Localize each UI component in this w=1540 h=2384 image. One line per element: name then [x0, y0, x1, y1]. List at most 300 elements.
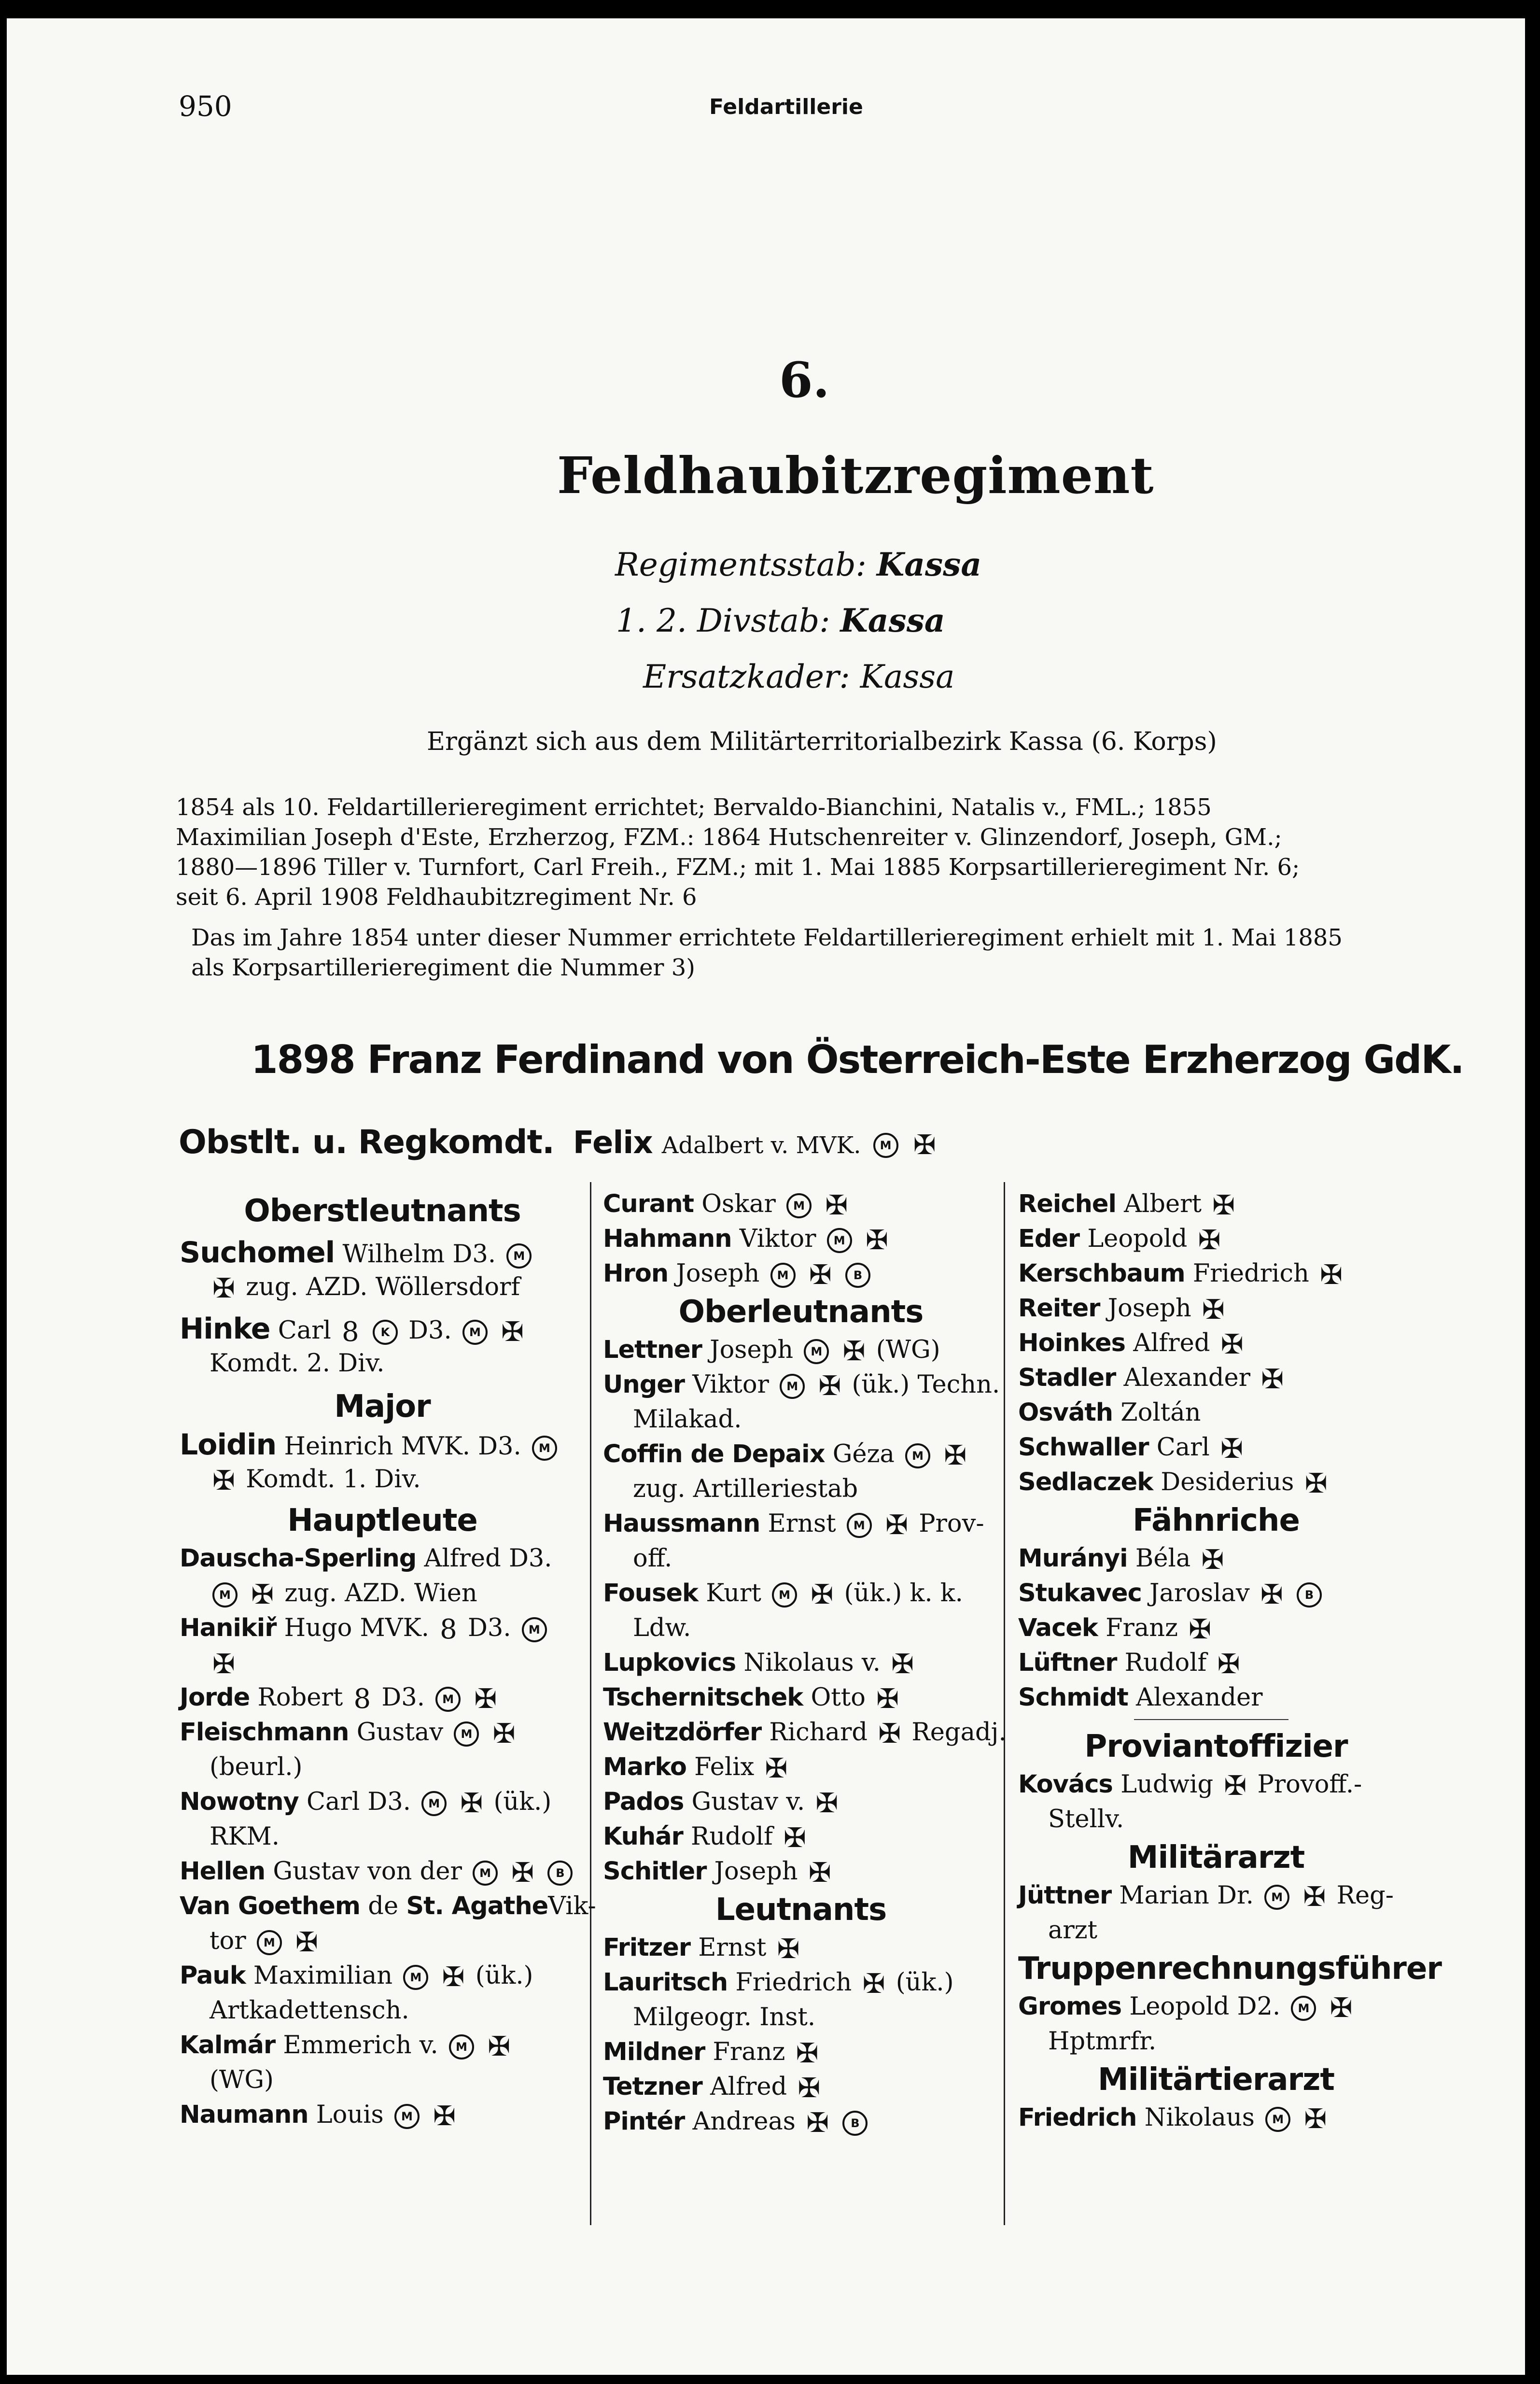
entry-name: Coffin de Depaix [603, 1440, 825, 1468]
entry-detail: (ük.) [475, 1961, 533, 1990]
entry-detail: Albert [1124, 1190, 1202, 1218]
entry-name: Schmidt [1018, 1683, 1128, 1712]
entry-detail: Artkadettensch. [210, 1996, 409, 2025]
entry-detail: de [368, 1892, 399, 1920]
entry-pinter [603, 2104, 999, 2139]
entry-detail: Viktor [739, 1225, 816, 1253]
cross-icon: ✠ [492, 1718, 516, 1749]
medal-icon: M [257, 1930, 282, 1955]
entry-detail: (beurl.) [210, 1753, 303, 1781]
entry-detail: arzt [1048, 1916, 1098, 1945]
entry-detail: Alfred D3. [424, 1544, 552, 1573]
history-note-1: Das im Jahre 1854 unter dieser Nummer errichtete Feldartillerieregiment erhielt mit 1. Mai 1885 [191, 924, 1343, 951]
k-badge-icon: K [373, 1320, 398, 1345]
entry-name: St. Agathe [406, 1892, 548, 1920]
entry-name: Fousek [603, 1579, 698, 1608]
entry-coffin [603, 1437, 999, 1472]
medal-icon: M [462, 1320, 488, 1345]
entry-name: Weitzdörfer [603, 1718, 762, 1747]
regiment-name: Feldhaubitzregiment [557, 446, 1154, 505]
entry-unger [603, 1368, 999, 1402]
erganzung-line: Ergänzt sich aus dem Militärterritorialbezirk Kassa (6. Korps) [427, 727, 1217, 756]
entry-tschernitschek [603, 1680, 999, 1715]
knot-icon: 8 [342, 1316, 359, 1348]
entry-detail: Maximilian [253, 1961, 393, 1990]
cross-icon: ✠ [1189, 1614, 1212, 1645]
entry-detail: Wilhelm D3. [342, 1240, 496, 1269]
kommandant-rest: Adalbert v. MVK. [661, 1132, 861, 1159]
entry-detail: Géza [832, 1440, 895, 1468]
cross-icon: ✠ [1220, 1433, 1243, 1465]
entry-name: Pintér [603, 2107, 685, 2136]
heading-militartierarzt: Militärtierarzt [1098, 2062, 1334, 2098]
entry-detail: Ernst [768, 1509, 836, 1538]
entry-hahmann [603, 1222, 999, 1256]
entry-mildner [603, 2035, 999, 2070]
heading-fahnriche: Fähnriche [1133, 1503, 1300, 1538]
entry-stukavec [1018, 1576, 1414, 1611]
entry-continuation [603, 1541, 999, 1576]
entry-detail: Joseph [676, 1259, 760, 1288]
entry-continuation [603, 1611, 999, 1646]
entry-detail: Emmerich v. [283, 2031, 438, 2060]
entry-reiter [1018, 1291, 1414, 1326]
entry-tetzner [603, 2070, 999, 2104]
entry-van-goethem [180, 1889, 596, 1924]
medal-icon: M [522, 1617, 547, 1642]
entry-name: Van Goethem [180, 1892, 361, 1920]
entry-detail: Friedrich [735, 1968, 852, 1997]
section-rule [1134, 1719, 1288, 1720]
cross-icon: ✠ [212, 1465, 235, 1496]
entry-reichel [1018, 1187, 1414, 1222]
entry-detail: Rudolf [691, 1822, 773, 1851]
entry-detail: Otto [811, 1683, 866, 1712]
cross-icon: ✠ [433, 2101, 456, 2132]
entry-kalmar [180, 2028, 585, 2063]
entry-name: Fritzer [603, 1933, 691, 1962]
entry-schitler [603, 1854, 999, 1889]
entry-hoinkes [1018, 1326, 1414, 1361]
entry-detail: Vik- [548, 1892, 596, 1920]
entry-continuation [180, 1820, 585, 1854]
cross-icon: ✠ [474, 1683, 497, 1715]
cross-icon: ✠ [1304, 2103, 1327, 2135]
entry-eder [1018, 1222, 1414, 1256]
entry-detail: Joseph [1107, 1294, 1191, 1323]
medal-icon: M [1264, 1885, 1289, 1910]
entry-name: Nowotny [180, 1788, 299, 1816]
entry-curant [603, 1187, 999, 1222]
entry-continuation [180, 1924, 585, 1959]
cross-icon: ✠ [1330, 1992, 1353, 2024]
column-divider-1 [590, 1182, 591, 2225]
medal-icon: M [473, 1861, 498, 1886]
cross-icon: ✠ [511, 1857, 534, 1889]
b-badge-icon: B [547, 1861, 573, 1886]
entry-gromes [1018, 1989, 1414, 2024]
entry-detail: Richard [769, 1718, 868, 1747]
entry-detail: Joseph [710, 1336, 794, 1364]
cross-icon: ✠ [885, 1509, 908, 1541]
column-2 [603, 1187, 1007, 2139]
entry-name: Unger [603, 1370, 685, 1399]
entry-name: Hellen [180, 1857, 266, 1886]
entry-name: Marko [603, 1753, 686, 1781]
cross-icon: ✠ [796, 2038, 819, 2069]
cross-icon: ✠ [1303, 1881, 1326, 1913]
entry-friedrich [1018, 2101, 1414, 2135]
entry-name: Curant [603, 1190, 694, 1218]
entry-name: Hanikiř [180, 1614, 277, 1642]
cross-icon: ✠ [944, 1440, 967, 1471]
section-rule-wrap [1018, 1715, 1414, 1726]
cross-icon: ✠ [1224, 1770, 1247, 1802]
entry-detail: Friedrich [1192, 1259, 1309, 1288]
entry-detail: Gustav von der [273, 1857, 462, 1886]
entry-continuation [180, 1646, 585, 1680]
entry-name: Naumann [180, 2101, 308, 2129]
entry-detail: Robert [257, 1683, 343, 1712]
entry-continuation [603, 1402, 999, 1437]
entry-detail: (WG) [210, 2066, 274, 2094]
cross-icon: ✠ [811, 1579, 834, 1610]
entry-hinke [180, 1312, 585, 1346]
entry-continuation [180, 1462, 585, 1497]
entry-detail: Komdt. 2. Div. [210, 1349, 385, 1378]
entry-detail: Gustav v. [691, 1788, 805, 1816]
cross-icon: ✠ [891, 1649, 914, 1680]
cross-icon: ✠ [777, 1933, 800, 1965]
entry-detail: Reg- [1336, 1881, 1394, 1910]
entry-name: Lauritsch [603, 1968, 728, 1997]
ersatzkader-line [643, 658, 954, 695]
entry-lettner [603, 1333, 999, 1368]
entry-vacek [1018, 1611, 1414, 1646]
entry-name: Stadler [1018, 1364, 1116, 1392]
entry-name: Loidin [180, 1428, 277, 1462]
cross-icon: ✠ [842, 1336, 866, 1367]
ersatzkader-place: Kassa [860, 658, 955, 695]
entry-name: Murányi [1018, 1544, 1128, 1573]
entry-hellen [180, 1854, 585, 1889]
cross-icon: ✠ [1260, 1579, 1283, 1610]
entry-name: Kerschbaum [1018, 1259, 1185, 1288]
entry-name: Kuhár [603, 1822, 683, 1851]
cross-icon: ✠ [251, 1579, 274, 1610]
entry-detail: Kurt [706, 1579, 761, 1608]
medal-icon: M [772, 1582, 797, 1608]
entry-detail: tor [210, 1927, 246, 1955]
cross-icon: ✠ [460, 1788, 483, 1819]
divstab-line [616, 602, 945, 639]
entry-name: Tschernitschek [603, 1683, 803, 1712]
medal-icon: M [449, 2034, 474, 2060]
medal-icon: M [394, 2104, 420, 2129]
cross-icon: ✠ [1304, 1468, 1328, 1499]
entry-fritzer [603, 1931, 999, 1965]
entry-continuation [603, 1472, 999, 1507]
medal-icon: M [506, 1243, 532, 1269]
cross-icon: ✠ [815, 1788, 839, 1819]
entry-detail: Ernst [698, 1933, 767, 1962]
entry-name: Jorde [180, 1683, 250, 1712]
cross-icon: ✠ [1212, 1190, 1235, 1221]
entry-detail: Alexander [1123, 1364, 1251, 1392]
cross-icon: ✠ [1220, 1329, 1244, 1360]
entry-name: Reichel [1018, 1190, 1116, 1218]
entry-detail: Prov- [919, 1509, 984, 1538]
heading-militararzt: Militärarzt [1127, 1840, 1305, 1876]
column-divider-2 [1004, 1182, 1005, 2225]
kommandant-label: Obstlt. u. Regkomdt. [179, 1123, 554, 1161]
kommandant-name: Felix [573, 1125, 653, 1161]
entry-fleischmann [180, 1715, 585, 1750]
entry-detail: Alfred [710, 2073, 787, 2101]
cross-icon: ✠ [798, 2073, 821, 2104]
column-1 [180, 1187, 596, 2132]
entry-name: Pados [603, 1788, 684, 1816]
divstab-place: Kassa [840, 602, 945, 639]
entry-detail: Komdt. 1. Div. [246, 1465, 421, 1494]
entry-continuation [180, 1993, 585, 2028]
page-number: 950 [179, 90, 232, 123]
medal-icon: M [780, 1374, 805, 1399]
entry-continuation [180, 1346, 585, 1381]
heading-major: Major [334, 1389, 431, 1425]
entry-detail: Alfred [1133, 1329, 1210, 1357]
entry-detail: (ük.) k. k. [844, 1579, 963, 1608]
entry-kuhar [603, 1820, 999, 1854]
b-badge-icon: B [842, 2111, 868, 2136]
medal-icon: M [454, 1721, 479, 1747]
inhaber-line: 1898 Franz Ferdinand von Österreich-Este Erzherzog GdK. [251, 1037, 1464, 1082]
cross-icon: ✠ [295, 1927, 318, 1958]
entry-continuation [1018, 1802, 1414, 1837]
entry-continuation [180, 1576, 585, 1611]
entry-detail: D3. [381, 1683, 425, 1712]
entry-detail: Nikolaus [1144, 2103, 1255, 2132]
entry-name: Vacek [1018, 1614, 1098, 1642]
entry-continuation [1018, 1913, 1414, 1948]
medal-icon: M [532, 1436, 557, 1461]
cross-icon: ✠ [862, 1968, 885, 2000]
entry-loidin [180, 1427, 585, 1462]
entry-detail: Andreas [692, 2107, 796, 2136]
entry-name: Stukavec [1018, 1579, 1142, 1608]
knot-icon: 8 [440, 1614, 457, 1645]
cross-icon: ✠ [501, 1316, 524, 1348]
cross-icon: ✠ [1320, 1259, 1343, 1291]
entry-name: Haussmann [603, 1509, 760, 1538]
document-page [7, 18, 1525, 2375]
cross-icon: ✠ [825, 1190, 848, 1221]
divstab-label: 1. 2. Divstab: [616, 602, 830, 639]
entry-haussmann [603, 1507, 999, 1541]
entry-detail: D3. [408, 1316, 452, 1345]
entry-detail: Alexander [1136, 1683, 1263, 1712]
b-badge-icon: B [1297, 1582, 1322, 1608]
entry-name: Gromes [1018, 1992, 1122, 2021]
cross-icon: ✠ [913, 1129, 936, 1161]
entry-detail: (WG) [876, 1336, 940, 1364]
entry-naumann [180, 2098, 585, 2132]
entry-name: Hoinkes [1018, 1329, 1126, 1357]
entry-name: Hron [603, 1259, 669, 1288]
entry-detail: Carl [1156, 1433, 1210, 1462]
entry-name: Mildner [603, 2038, 705, 2066]
regimentsstab-label: Regimentsstab: [615, 546, 867, 583]
cross-icon: ✠ [876, 1683, 899, 1715]
entry-name: Lupkovics [603, 1649, 736, 1677]
entry-name: Pauk [180, 1961, 246, 1990]
entry-detail: Heinrich MVK. D3. [284, 1432, 521, 1461]
medal-icon: M [873, 1133, 898, 1158]
heading-truppenrechnungsfuhrer: Truppenrechnungsführer [1018, 1951, 1442, 1987]
ersatzkader-label: Ersatzkader: [643, 658, 850, 695]
medal-icon: M [212, 1582, 238, 1608]
history-line-4: seit 6. April 1908 Feldhaubitzregiment Nr. 6 [176, 884, 697, 911]
entry-jorde [180, 1680, 585, 1715]
cross-icon: ✠ [1198, 1225, 1221, 1256]
entry-stadler [1018, 1361, 1414, 1396]
entry-detail: Carl D3. [307, 1788, 411, 1816]
cross-icon: ✠ [808, 1857, 831, 1889]
entry-continuation [1018, 2024, 1414, 2059]
column-3 [1018, 1187, 1442, 2135]
entry-name: Hinke [180, 1312, 270, 1346]
entry-detail: Provoff.- [1257, 1770, 1362, 1799]
entry-dauscha [180, 1541, 585, 1576]
entry-continuation [180, 2063, 585, 2098]
cross-icon: ✠ [1202, 1294, 1225, 1326]
entry-detail: Béla [1135, 1544, 1191, 1573]
medal-icon: M [770, 1263, 796, 1288]
medal-icon: M [435, 1687, 461, 1712]
history-note-2: als Korpsartillerieregiment die Nummer 3) [191, 954, 696, 981]
entry-name: Osváth [1018, 1398, 1113, 1427]
medal-icon: M [804, 1339, 829, 1364]
entry-detail: Stellv. [1048, 1805, 1124, 1834]
medal-icon: M [847, 1513, 872, 1538]
entry-detail: D3. [467, 1614, 511, 1642]
cross-icon: ✠ [806, 2107, 829, 2139]
entry-name: Eder [1018, 1225, 1080, 1253]
entry-name: Suchomel [180, 1236, 335, 1270]
entry-name: Fleischmann [180, 1718, 349, 1747]
entry-detail: Louis [316, 2101, 384, 2129]
entry-detail: Viktor [692, 1370, 769, 1399]
history-line-3: 1880—1896 Tiller v. Turnfort, Carl Freih., FZM.; mit 1. Mai 1885 Korpsartillerieregiment Nr. 6; [176, 854, 1300, 881]
entry-detail: Marian Dr. [1119, 1881, 1254, 1910]
entry-name: Friedrich [1018, 2103, 1137, 2132]
entry-osvath [1018, 1396, 1414, 1430]
entry-name: Tetzner [603, 2073, 702, 2101]
entry-detail: Regadj. [911, 1718, 1007, 1747]
medal-icon: M [1265, 2107, 1290, 2132]
entry-name: Schitler [603, 1857, 707, 1886]
entry-detail: Felix [694, 1753, 755, 1781]
cross-icon: ✠ [1201, 1544, 1224, 1576]
entry-detail: off. [633, 1544, 672, 1573]
entry-name: Sedlaczek [1018, 1468, 1153, 1496]
cross-icon: ✠ [212, 1649, 235, 1680]
entry-detail: Carl [278, 1316, 331, 1345]
entry-detail: (ük.) Techn. [852, 1370, 1000, 1399]
entry-detail: RKM. [210, 1822, 280, 1851]
entry-detail: Desiderius [1161, 1468, 1294, 1496]
entry-lauritsch [603, 1965, 999, 2000]
b-badge-icon: B [845, 1263, 870, 1288]
cross-icon: ✠ [878, 1718, 901, 1749]
cross-icon: ✠ [818, 1370, 841, 1402]
entry-weitzdorfer [603, 1715, 1007, 1750]
entry-detail: (ük.) [896, 1968, 954, 1997]
cross-icon: ✠ [488, 2031, 511, 2062]
entry-kerschbaum [1018, 1256, 1414, 1291]
entry-pauk [180, 1959, 585, 1993]
heading-oberstleutnants: Oberstleutnants [244, 1193, 521, 1229]
history-line-2: Maximilian Joseph d'Este, Erzherzog, FZM.: 1864 Hutschenreiter v. Glinzendorf, Joseph, GM.; [176, 824, 1282, 851]
heading-leutnants: Leutnants [715, 1892, 887, 1928]
knot-icon: 8 [353, 1683, 371, 1715]
entry-lupkovics [603, 1646, 999, 1680]
entry-detail: Ludwig [1120, 1770, 1214, 1799]
medal-icon: M [905, 1443, 930, 1468]
entry-detail: Nikolaus v. [743, 1649, 881, 1677]
entry-name: Kovács [1018, 1770, 1113, 1799]
regiment-number: 6. [779, 352, 830, 409]
entry-schwaller [1018, 1430, 1414, 1465]
entry-suchomel [180, 1235, 585, 1270]
cross-icon: ✠ [1261, 1364, 1284, 1395]
entry-sedlaczek [1018, 1465, 1414, 1500]
entry-fousek [603, 1576, 999, 1611]
entry-detail: Oskar [701, 1190, 776, 1218]
entry-detail: Rudolf [1124, 1649, 1207, 1677]
entry-detail: Jaroslav [1149, 1579, 1250, 1608]
regimentsstab-place: Kassa [876, 546, 982, 583]
entry-name: Dauscha-Sperling [180, 1544, 417, 1573]
medal-icon: M [403, 1965, 428, 1990]
entry-detail: Franz [1106, 1614, 1178, 1642]
running-title: Feldartillerie [709, 95, 863, 119]
history-line-1: 1854 als 10. Feldartillerieregiment errichtet; Bervaldo-Bianchini, Natalis v., FML.; 1855 [176, 794, 1212, 821]
entry-continuation [180, 1750, 585, 1785]
entry-detail: zug. Artilleriestab [633, 1475, 858, 1503]
entry-detail: Milgeogr. Inst. [633, 2003, 816, 2031]
regimentsstab-line [615, 546, 981, 583]
cross-icon: ✠ [784, 1822, 806, 1854]
entry-name: Kalmár [180, 2031, 276, 2060]
entry-detail: zug. AZD. Wien [284, 1579, 477, 1608]
medal-icon: M [421, 1791, 447, 1816]
cross-icon: ✠ [865, 1225, 888, 1256]
medal-icon: M [1291, 1996, 1316, 2021]
entry-hron [603, 1256, 999, 1291]
entry-kovacs [1018, 1767, 1414, 1802]
entry-name: Lettner [603, 1336, 702, 1364]
entry-name: Hahmann [603, 1225, 732, 1253]
cross-icon: ✠ [809, 1259, 832, 1291]
heading-hauptleute: Hauptleute [287, 1503, 477, 1538]
heading-proviantoffizier: Proviantoffizier [1084, 1729, 1348, 1764]
entry-detail: Leopold [1087, 1225, 1188, 1253]
entry-continuation [603, 2000, 999, 2035]
cross-icon: ✠ [1217, 1649, 1240, 1680]
entry-detail: Zoltán [1120, 1398, 1201, 1427]
entry-marko [603, 1750, 999, 1785]
